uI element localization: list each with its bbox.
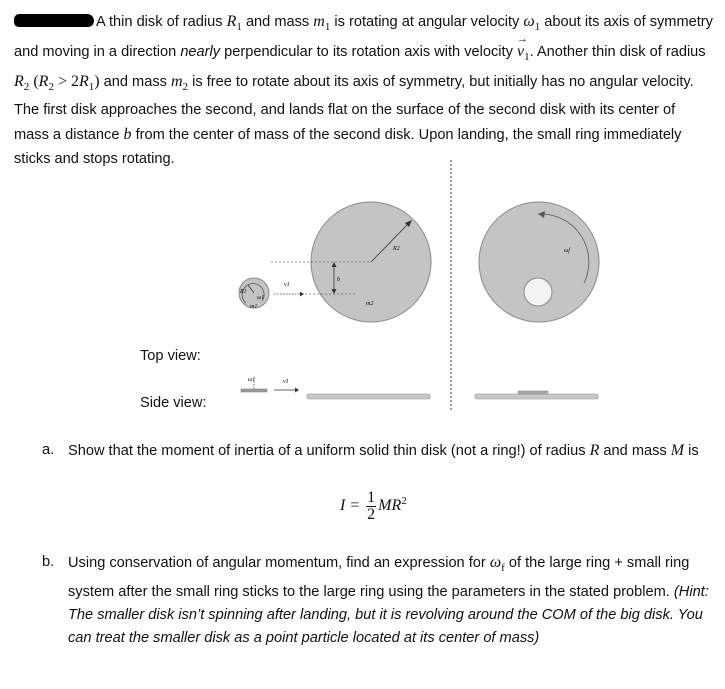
symbol-v1-vector: → $v_1$ [517, 43, 530, 60]
symbol-M: M [670, 442, 685, 459]
symbol-R2: $R_2$ [14, 72, 30, 93]
moment-of-inertia-equation: I = $\frac{1}{2}$ $MR^2$ [340, 489, 407, 523]
label-small-m1: m1 [250, 304, 258, 310]
velocity-arrowhead-side [295, 388, 299, 393]
hint-text: (Hint: The smaller disk isn’t spinning after landing, but it is revolving around the COM of the big disk. You can treat the smaller disk as a point particle located at its center of mass) [68, 583, 709, 647]
symbol-b: b [123, 125, 132, 143]
symbol-m1: $m_1$ [313, 13, 331, 34]
question-a-marker: a. [42, 442, 55, 458]
label-small-R1: R1 [240, 289, 247, 295]
label-omega-f: ωf [564, 248, 570, 254]
condition-R2-gt-2R1: $(R_2 > 2R_1)$ [33, 72, 100, 93]
stuck-small-disk-top [524, 278, 552, 306]
fraction-one-half: $\frac{1}{2}$ [367, 489, 376, 523]
label-b: b [337, 277, 340, 283]
side-large-disk [307, 394, 430, 399]
label-small-omega1: ω1 [257, 295, 265, 301]
side-view-label: Side view: [140, 395, 207, 411]
question-b-marker: b. [42, 554, 55, 570]
emphasis-nearly: nearly [180, 43, 221, 60]
label-m2: m2 [366, 301, 374, 307]
label-v1-top: v1 [284, 282, 290, 288]
symbol-R1: $R_1$ [226, 13, 242, 34]
side-stuck-small-disk [518, 391, 548, 394]
symbol-omega-f: $\omega_f$ [489, 554, 505, 575]
symbol-m2: $m_2$ [170, 72, 189, 93]
side-small-disk [241, 389, 267, 392]
label-side-v1: v1 [283, 379, 289, 385]
label-side-omega1: ω1 [248, 377, 256, 383]
velocity-arrowhead-top [300, 292, 304, 297]
problem-statement: A thin disk of radius $R_1$ and mass $m_1$ is rotating at angular velocity $\omega_1$ about its axis of symmetry and moving in a direction nearly perpendicular to its rotation axis with velocity → $v_1$. Another thin disk of radius $R_2$ $(R_2 > 2R_1)$ and mass $m_2$ is free to rotate about its axis of symmetry, but initially has no angular velocity. The first disk approaches the second, and lands flat on the surface of the second disk with its center of mass a distance b from the center of mass of the second disk. Upon landing, the small ring immediately sticks and stops rotating. [14, 10, 714, 171]
question-a: a. Show that the moment of inertia of a uniform solid thin disk (not a ring!) of radius R and mass M is [42, 439, 712, 463]
symbol-R: R [589, 442, 600, 459]
top-view-label: Top view: [140, 348, 201, 364]
side-combined-disk [475, 394, 598, 399]
symbol-omega1: $\omega_1$ [523, 13, 541, 34]
label-R2: R2 [393, 246, 400, 252]
question-b: b. Using conservation of angular momentum, find an expression for $\omega_f$ of the large ring + small ring system after the small ring sticks to the large ring using the parameters in the stated problem. (Hint: The smaller disk isn’t spinning after landing, but it is revolving around the COM of the big disk. You can treat the smaller disk as a point particle located at its center of mass) [42, 551, 712, 651]
